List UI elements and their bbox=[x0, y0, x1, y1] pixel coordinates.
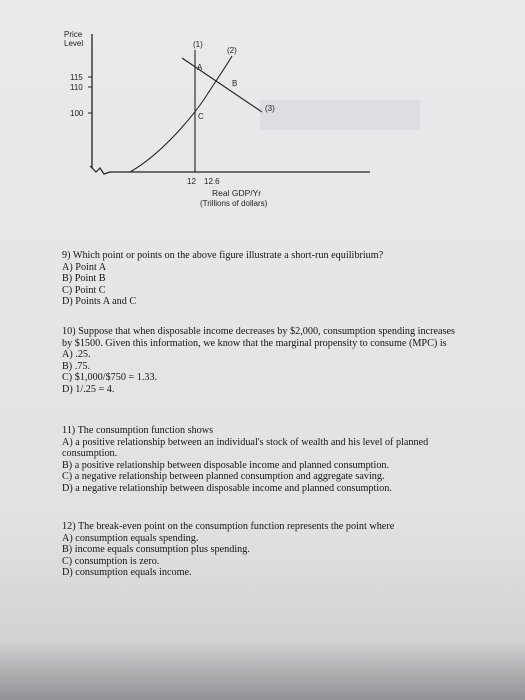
point-label-a: A bbox=[197, 63, 203, 72]
question-10 bbox=[62, 326, 502, 396]
question-11-option-a-cont: consumption. bbox=[62, 448, 118, 460]
question-10-option-a: A) .25. bbox=[62, 349, 91, 361]
question-9-option-c: C) Point C bbox=[62, 284, 106, 296]
question-12-option-c: C) consumption is zero. bbox=[62, 555, 160, 567]
y-tick-label-115: 115 bbox=[70, 73, 83, 82]
question-9-option-a: A) Point A bbox=[62, 261, 107, 273]
curve-3-demand bbox=[182, 58, 262, 112]
question-10-stem-line1: 10) Suppose that when disposable income decreases by $2,000, consumption spending increases bbox=[62, 326, 455, 337]
y-axis-label-line2: Level bbox=[64, 39, 84, 48]
question-11-option-a: A) a positive relationship between an individual's stock of wealth and his level of planned bbox=[62, 436, 429, 448]
question-10-stem-line2: by $1500. Given this information, we know that the marginal propensity to consume (MPC) is bbox=[62, 337, 447, 349]
question-12-stem: 12) The break-even point on the consumption function represents the point where bbox=[62, 521, 395, 532]
economics-figure bbox=[0, 0, 525, 230]
question-9-option-b: B) Point B bbox=[62, 273, 106, 285]
y-axis-label-line1: Price bbox=[64, 30, 83, 39]
bleed-through bbox=[260, 100, 420, 130]
y-axis-label bbox=[64, 30, 83, 48]
y-tick-label-110: 110 bbox=[70, 83, 83, 92]
question-10-option-c: C) $1,000/$750 = 1.33. bbox=[62, 372, 158, 384]
question-12-option-a: A) consumption equals spending. bbox=[62, 532, 199, 544]
question-11-option-c: C) a negative relationship between planned consumption and aggregate saving. bbox=[62, 471, 385, 483]
question-9 bbox=[62, 250, 502, 308]
question-10-option-d: D) 1/.25 = 4. bbox=[62, 383, 115, 395]
y-tick-label-100: 100 bbox=[70, 109, 84, 118]
page-shadow bbox=[0, 640, 525, 700]
question-11-option-d: D) a negative relationship between disposable income and planned consumption. bbox=[62, 482, 392, 494]
x-axis-label-line2: (Trillions of dollars) bbox=[200, 199, 268, 208]
point-label-c: C bbox=[198, 112, 204, 121]
question-9-option-d: D) Points A and C bbox=[62, 296, 137, 308]
curve-2-supply bbox=[130, 56, 232, 172]
curve-label-3: (3) bbox=[265, 104, 275, 113]
x-tick-label-12: 12 bbox=[187, 177, 196, 186]
point-label-b: B bbox=[232, 79, 238, 88]
x-axis-line bbox=[90, 166, 370, 174]
x-tick-label-12-6: 12.6 bbox=[204, 177, 220, 186]
question-12 bbox=[62, 521, 502, 579]
question-11-option-b: B) a positive relationship between disposable income and planned consumption. bbox=[62, 459, 390, 471]
question-9-stem: 9) Which point or points on the above figure illustrate a short-run equilibrium? bbox=[62, 250, 384, 261]
curve-label-2: (2) bbox=[227, 46, 237, 55]
question-12-option-d: D) consumption equals income. bbox=[62, 567, 192, 579]
question-11 bbox=[62, 425, 502, 495]
question-10-option-b: B) .75. bbox=[62, 360, 91, 372]
x-axis-label-line1: Real GDP/Yr bbox=[212, 188, 262, 198]
curve-label-1: (1) bbox=[193, 40, 203, 49]
question-11-stem: 11) The consumption function shows bbox=[62, 425, 214, 436]
question-12-option-b: B) income equals consumption plus spending. bbox=[62, 544, 250, 556]
